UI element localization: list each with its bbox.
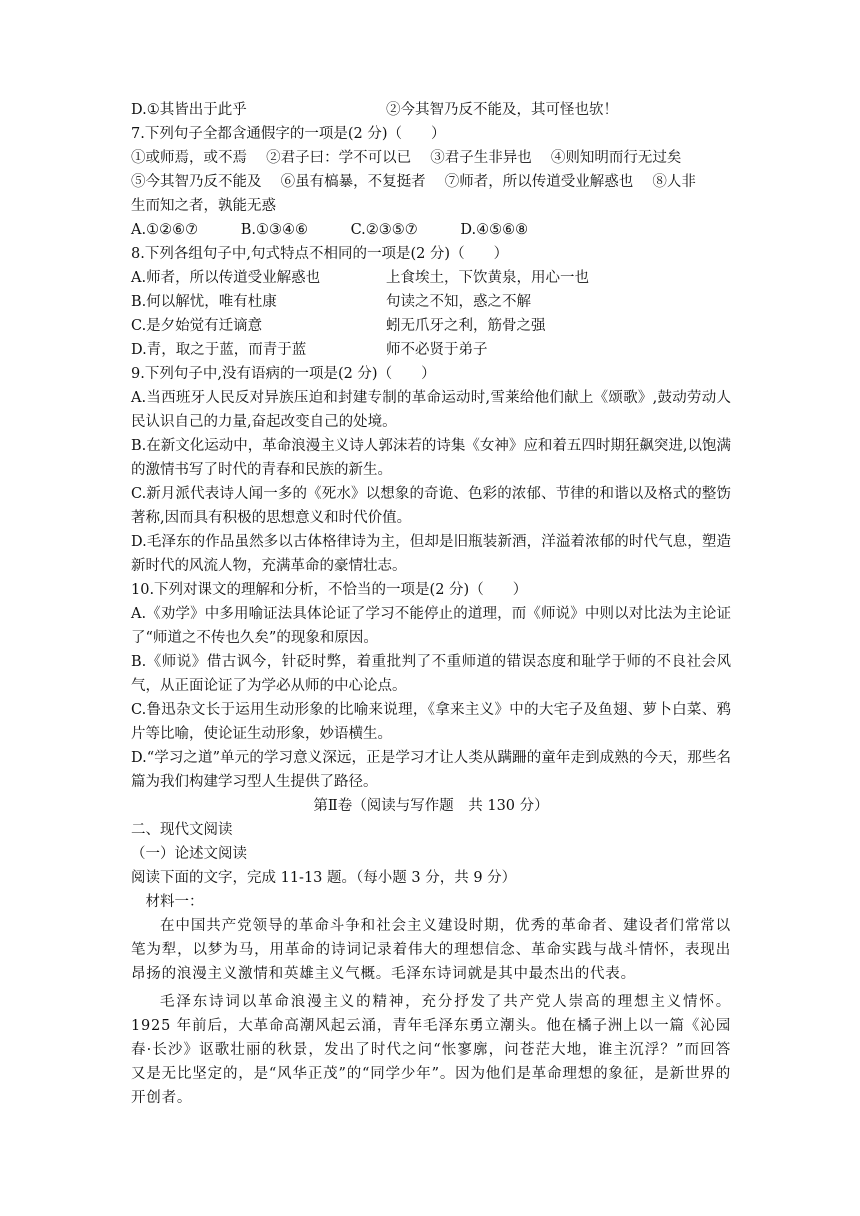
q8-stem: 8.下列各组句子中,句式特点不相同的一项是(2 分)（ ）: [131, 246, 509, 262]
q9-option-a: A.当西班牙人民反对异族压迫和封建专制的革命运动时,雪莱给他们献上《颂歌》,鼓动劳动人民认识自己的力量,奋起改变自己的处境。: [131, 390, 731, 430]
material-paragraph-1: 在中国共产党领导的革命斗争和社会主义建设时期，优秀的革命者、建设者们常常以笔为犁，以梦为马，用革命的诗词记录着伟大的理想信念、革命实践与战斗情怀，表现出昂扬的浪漫主义激情和英雄主义气概。毛泽东诗词就是其中最杰出的代表。: [131, 918, 731, 982]
q6-d-left: D.①其皆出于此乎: [131, 102, 247, 118]
q8-d-left: D.青，取之于蓝，而青于蓝: [131, 342, 307, 358]
q7-items-line3: 生而知之者，孰能无惑: [131, 198, 276, 214]
material-label: 材料一：: [145, 894, 204, 910]
q8-row-b: [131, 290, 731, 314]
q9-option-b: B.在新文化运动中，革命浪漫主义诗人郭沫若的诗集《女神》应和着五四时期狂飙突进,以饱满的激情书写了时代的青春和民族的新生。: [131, 438, 731, 478]
q7-option-b: B.①③④⑥: [240, 222, 308, 238]
q7-option-d: D.④⑤⑥⑧: [460, 222, 529, 238]
q8-a-left: A.师者，所以传道受业解惑也: [131, 270, 321, 286]
q10-option-b: B.《师说》借古讽今，针砭时弊，着重批判了不重师道的错误态度和耻学于师的不良社会风气，从正面论证了为学必从师的中心论点。: [131, 654, 731, 694]
q8-row-d: [131, 338, 731, 362]
q7-option-a: A.①②⑥⑦: [131, 222, 199, 238]
q8-row-a: [131, 266, 731, 290]
q8-row-c: [131, 314, 731, 338]
q9-stem: 9.下列句子中,没有语病的一项是(2 分)（ ）: [131, 366, 436, 382]
q7-items-line2: ⑤今其智乃反不能及 ⑥虽有槁暴，不复挺者 ⑦师者，所以传道受业解惑也 ⑧人非: [131, 174, 696, 190]
q7-option-c: C.②③⑤⑦: [350, 222, 418, 238]
q7-items-line1: ①或师焉，或不焉 ②君子曰：学不可以已 ③君子生非异也 ④则知明而行无过矣: [131, 150, 682, 166]
q7-options: [131, 218, 731, 242]
q9-option-d: D.毛泽东的作品虽然多以古体格律诗为主，但却是旧瓶装新酒，洋溢着浓郁的时代气息，塑造新时代的风流人物，充满革命的豪情壮志。: [131, 534, 731, 574]
q10-option-d: D.“学习之道”单元的学习意义深远，正是学习才让人类从蹒跚的童年走到成熟的今天，那些名篇为我们构建学习型人生提供了路径。: [131, 750, 731, 790]
subsection-heading: （一）论述文阅读: [131, 846, 247, 862]
q8-c-left: C.是夕始觉有迁谪意: [131, 318, 263, 334]
q8-b-left: B.何以解忧，唯有杜康: [131, 294, 277, 310]
section-2-title: 第Ⅱ卷（阅读与写作题 共 130 分）: [313, 798, 549, 814]
q7-stem: 7.下列句子全都含通假字的一项是(2 分)（ ）: [131, 126, 446, 142]
exam-page: [131, 98, 731, 1110]
section-2-heading: 二、现代文阅读: [131, 822, 233, 838]
q8-b-right: 句读之不知，惑之不解: [386, 294, 531, 310]
q6-option-d: [131, 98, 731, 122]
q9-option-c: C.新月派代表诗人闻一多的《死水》以想象的奇诡、色彩的浓郁、节律的和谐以及格式的整饬著称,因而具有积极的思想意义和时代价值。: [131, 486, 731, 526]
q8-c-right: 蚓无爪牙之利，筋骨之强: [386, 318, 546, 334]
q8-d-right: 师不必贤于弟子: [386, 342, 488, 358]
reading-instruction: 阅读下面的文字，完成 11-13 题。（每小题 3 分，共 9 分）: [131, 870, 517, 886]
q10-option-c: C.鲁迅杂文长于运用生动形象的比喻来说理，《拿来主义》中的大宅子及鱼翅、萝卜白菜、鸦片等比喻，使论证生动形象，妙语横生。: [131, 702, 731, 742]
q10-stem: 10.下列对课文的理解和分析，不恰当的一项是(2 分)（ ）: [131, 582, 528, 598]
q8-a-right: 上食埃土，下饮黄泉，用心一也: [386, 270, 589, 286]
q10-option-a: A.《劝学》中多用喻证法具体论证了学习不能停止的道理，而《师说》中则以对比法为主论证了“师道之不传也久矣”的现象和原因。: [131, 606, 731, 646]
material-paragraph-2: 毛泽东诗词以革命浪漫主义的精神，充分抒发了共产党人崇高的理想主义情怀。1925 年前后，大革命高潮风起云涌，青年毛泽东勇立潮头。他在橘子洲上以一篇《沁园春·长沙》讴歌壮丽的秋景，发出了时代之问“怅寥廓，问苍茫大地，谁主沉浮？”而回答又是无比坚定的，是“风华正茂”的“同学少年”。因为他们是革命理想的象征，是新世界的开创者。: [131, 994, 731, 1106]
q6-d-right: ②今其智乃反不能及，其可怪也欤！: [386, 102, 618, 118]
